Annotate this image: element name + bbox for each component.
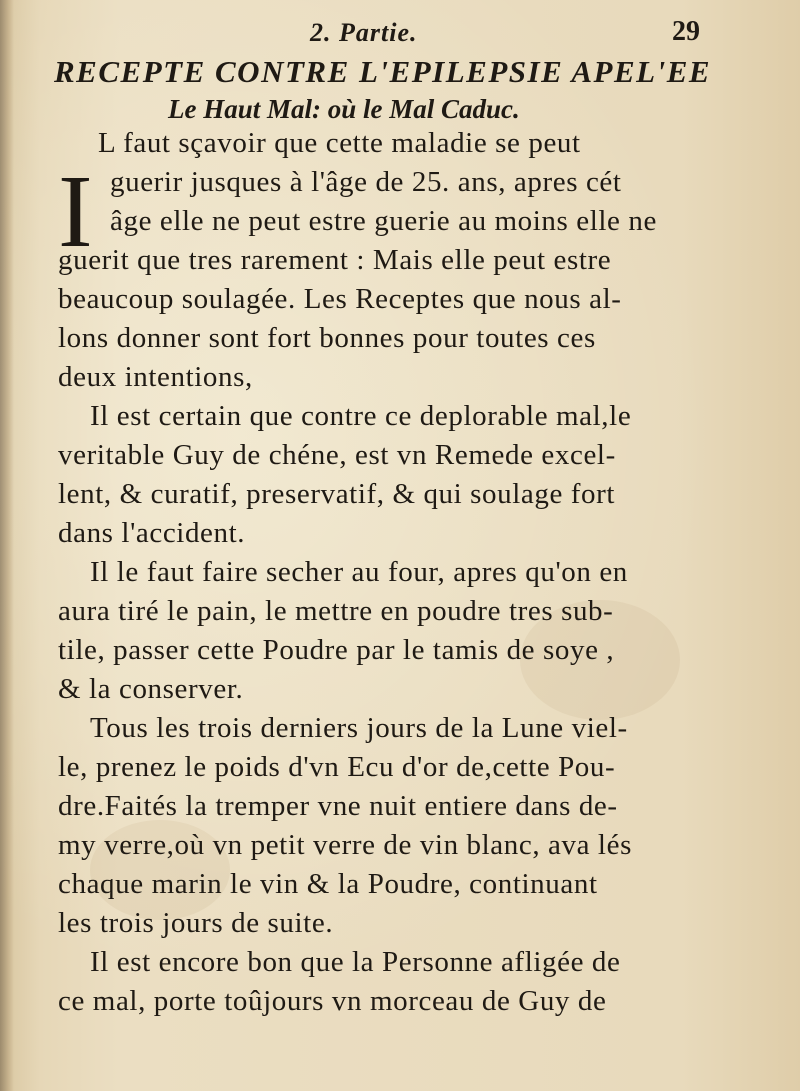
text-line: Il est certain que contre ce deplorable mal,le [90,400,632,432]
body-text [58,124,748,1021]
page-number: 29 [672,16,700,47]
text-line: L faut sçavoir que cette maladie se peut [98,127,581,159]
text-line: tile, passer cette Poudre par le tamis de soye , [58,634,615,666]
text-line: lent, & curatif, preservatif, & qui soulage fort [58,478,616,510]
text-line: beaucoup soulagée. Les Receptes que nous al- [58,283,622,315]
text-line: Il est encore bon que la Personne afligée de [90,946,621,978]
part-label: 2. Partie. [310,18,418,47]
recipe-subtitle: Le Haut Mal: où le Mal Caduc. [168,94,520,124]
text-line: le, prenez le poids d'vn Ecu d'or de,cette Pou- [58,751,616,783]
recipe-title: RECEPTE CONTRE L'EPILEPSIE APEL'EE [54,54,712,89]
text-line: dre.Faités la tremper vne nuit entiere dans de- [58,790,618,822]
text-line: aura tiré le pain, le mettre en poudre tres sub- [58,595,614,627]
page-header [60,18,740,54]
text-line: Il le faut faire secher au four, apres qu'on en [90,556,628,588]
text-line: ce mal, porte toûjours vn morceau de Guy de [58,985,607,1017]
text-line: my verre,où vn petit verre de vin blanc, ava lés [58,829,632,861]
text-line: les trois jours de suite. [58,907,334,939]
text-line: guerit que tres rarement : Mais elle peut estre [58,244,612,276]
text-line: deux intentions, [58,361,253,393]
text-line: veritable Guy de chéne, est vn Remede excel- [58,439,616,471]
drop-cap: I [58,154,93,269]
binding-edge [0,0,14,1091]
text-line: Tous les trois derniers jours de la Lune viel- [90,712,628,744]
text-line: chaque marin le vin & la Poudre, continuant [58,868,598,900]
text-line: & la conserver. [58,673,244,705]
text-line: guerir jusques à l'âge de 25. ans, apres cét [110,166,622,198]
text-line: dans l'accident. [58,517,246,549]
text-line: lons donner sont fort bonnes pour toutes ces [58,322,596,354]
text-line: âge elle ne peut estre guerie au moins elle ne [110,205,657,237]
